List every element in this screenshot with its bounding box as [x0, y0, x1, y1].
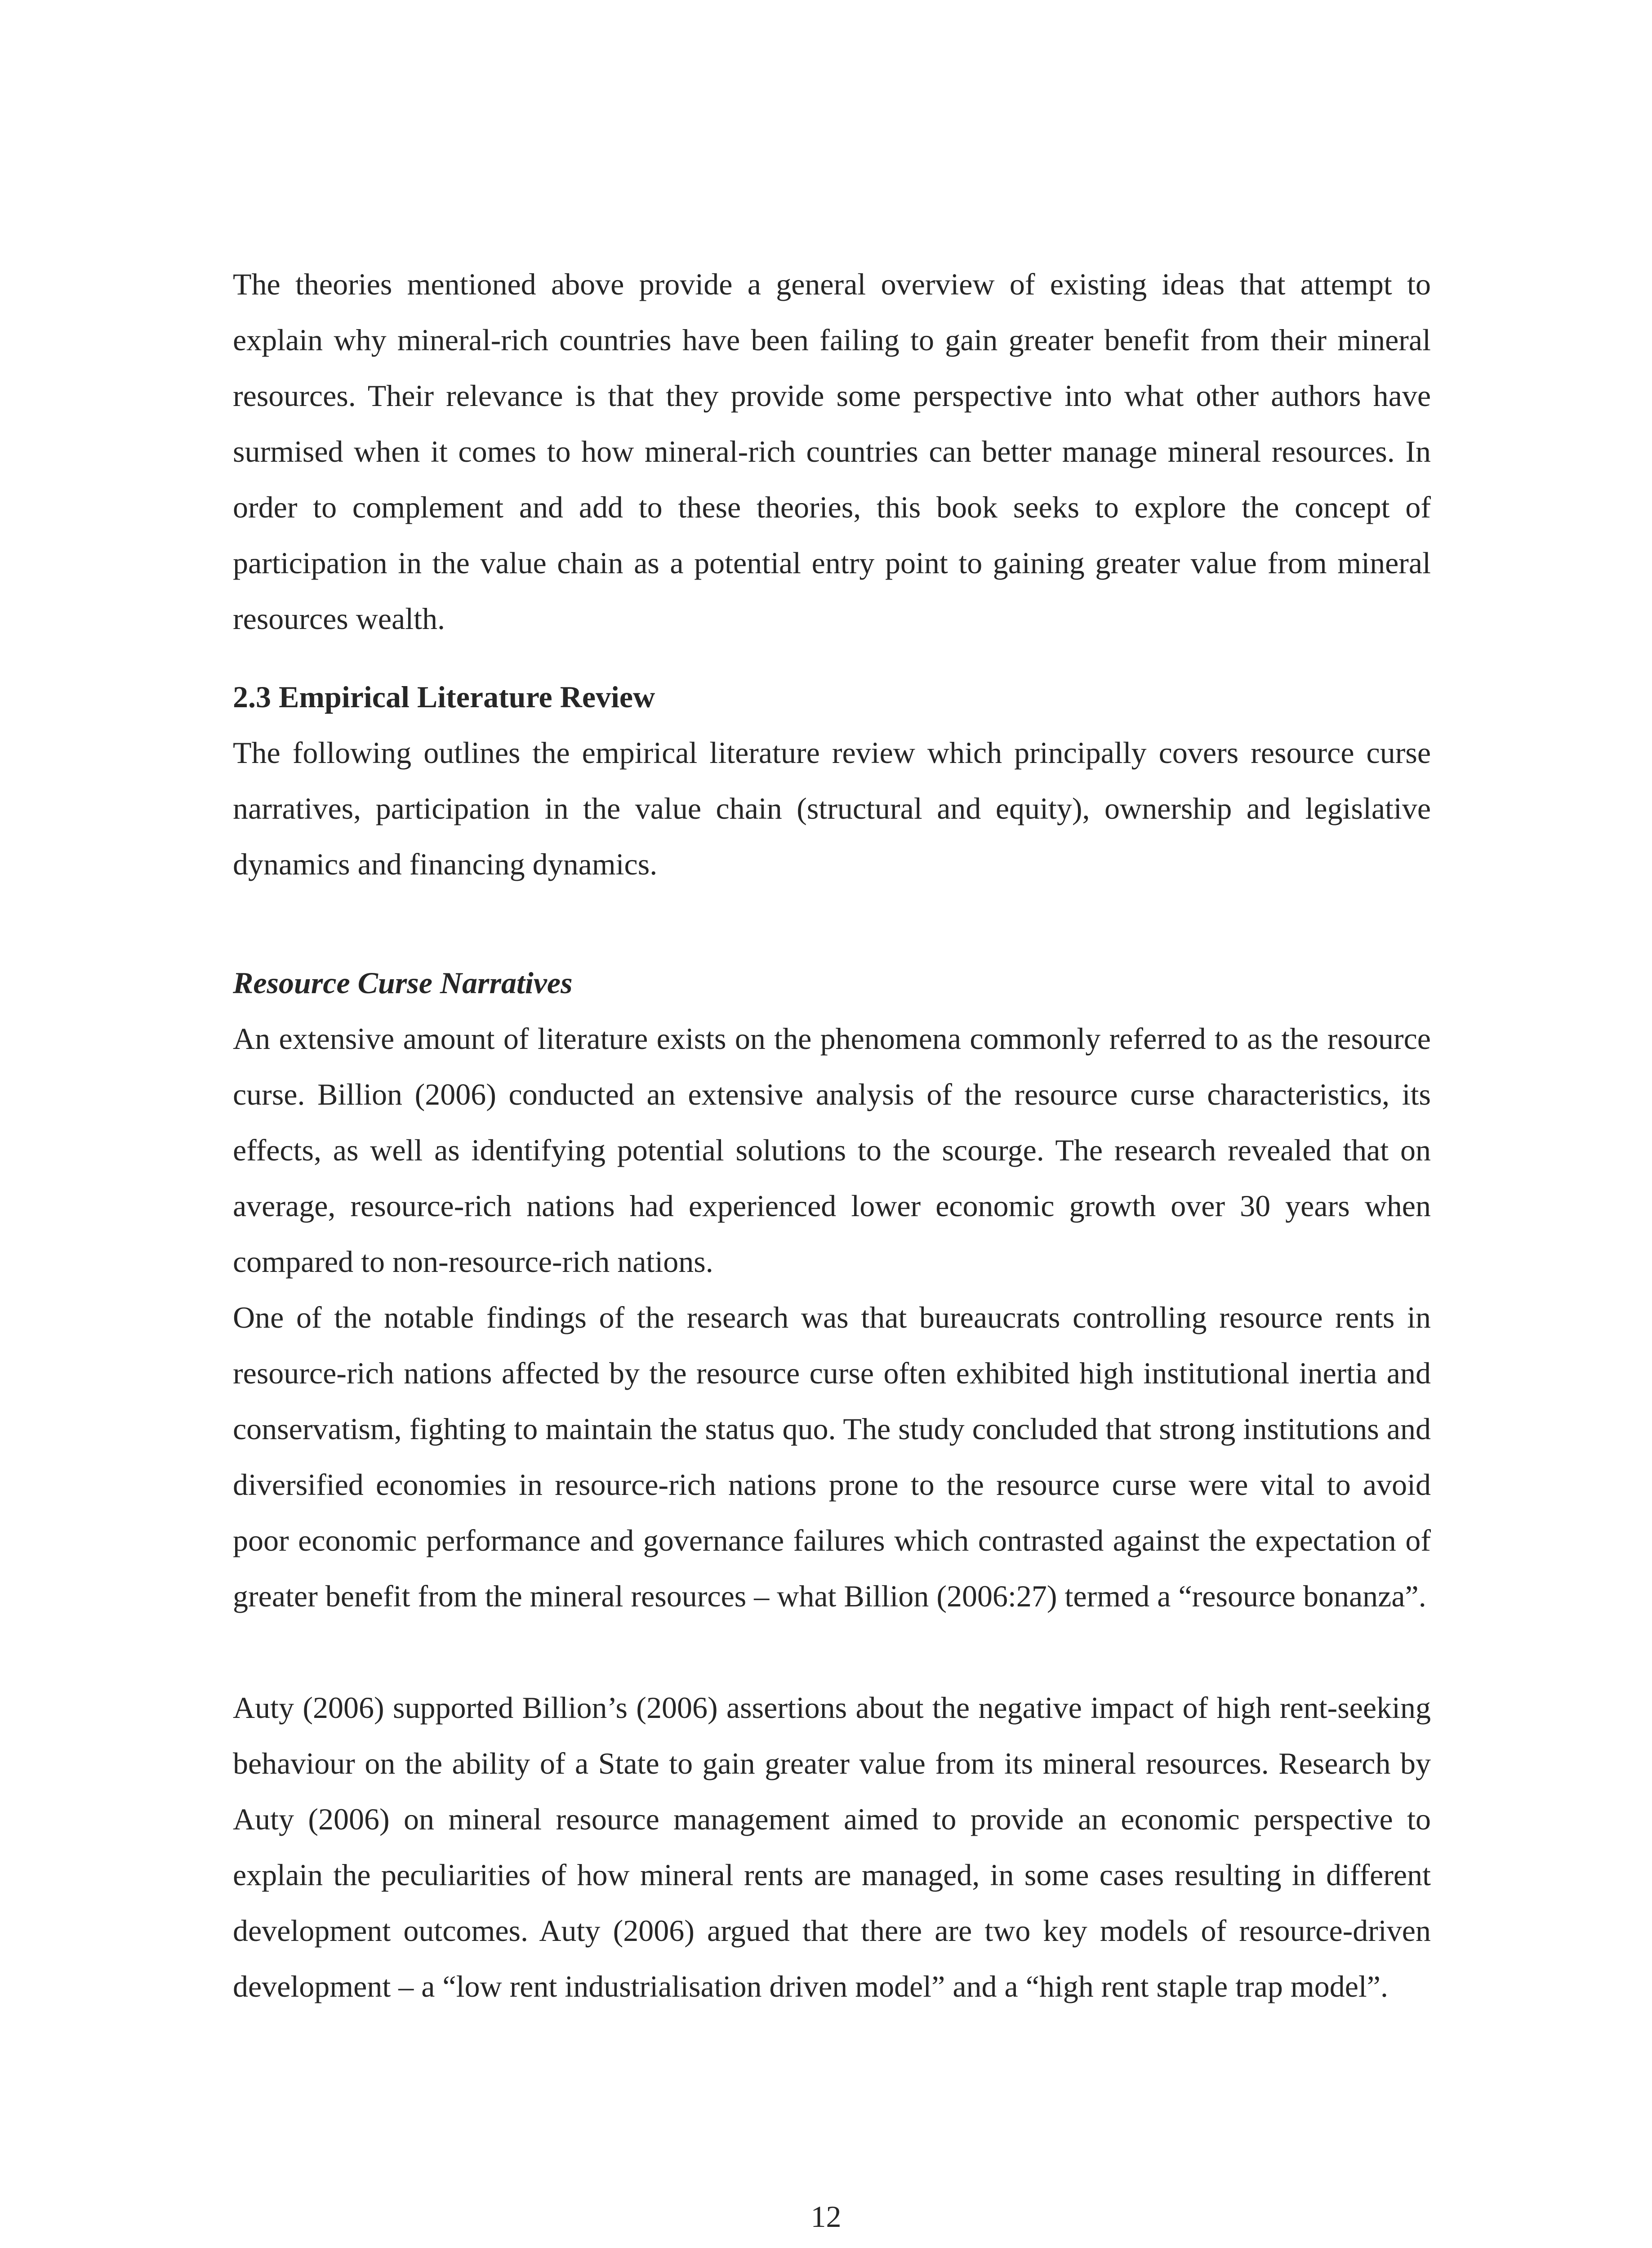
paragraph-intro: The theories mentioned above provide a general overview of existing ideas that attempt to explain why mineral-rich countries have been failing to gain greater benefit from their mineral resources. Their relevance is that they provide some perspective into what other authors have surmised when it comes to how mineral-rich countries can better manage mineral resources. In order to complement and add to these theories, this book seeks to explore the concept of participation in the value chain as a potential entry point to gaining greater value from mineral resources wealth. — [233, 267, 1431, 636]
page-number: 12 — [810, 2199, 842, 2234]
page-body — [233, 256, 1431, 2014]
subsection-heading: Resource Curse Narratives — [233, 966, 573, 1000]
paragraph-billion-2: One of the notable findings of the research was that bureaucrats controlling resource rents in resource-rich nations affected by the resource curse often exhibited high institutional inertia and conservatism, fighting to maintain the status quo. The study concluded that strong institutions and diversified economies in resource-rich nations prone to the resource curse were vital to avoid poor economic performance and governance failures which contrasted against the expectation of greater benefit from the mineral resources – what Billion (2006:27) termed a “resource bonanza”. — [233, 1300, 1431, 1613]
paragraph-section-intro: The following outlines the empirical literature review which principally covers resource curse narratives, participation in the value chain (structural and equity), ownership and legislative dynamics and financing dynamics. — [233, 736, 1431, 881]
paragraph-billion-1: An extensive amount of literature exists on the phenomena commonly referred to as the resource curse. Billion (2006) conducted an extensive analysis of the resource curse characteristics, its effects, as well as identifying potential solutions to the scourge. The research revealed that on average, resource-rich nations had experienced lower economic growth over 30 years when compared to non-resource-rich nations. — [233, 1021, 1431, 1279]
paragraph-auty: Auty (2006) supported Billion’s (2006) assertions about the negative impact of high rent-seeking behaviour on the ability of a State to gain greater value from its mineral resources. Research by Auty (2006) on mineral resource management aimed to provide an economic perspective to explain the peculiarities of how mineral rents are managed, in some cases resulting in different development outcomes. Auty (2006) argued that there are two key models of resource-driven development – a “low rent industrialisation driven model” and a “high rent staple trap model”. — [233, 1690, 1431, 2003]
section-heading: 2.3 Empirical Literature Review — [233, 680, 655, 714]
